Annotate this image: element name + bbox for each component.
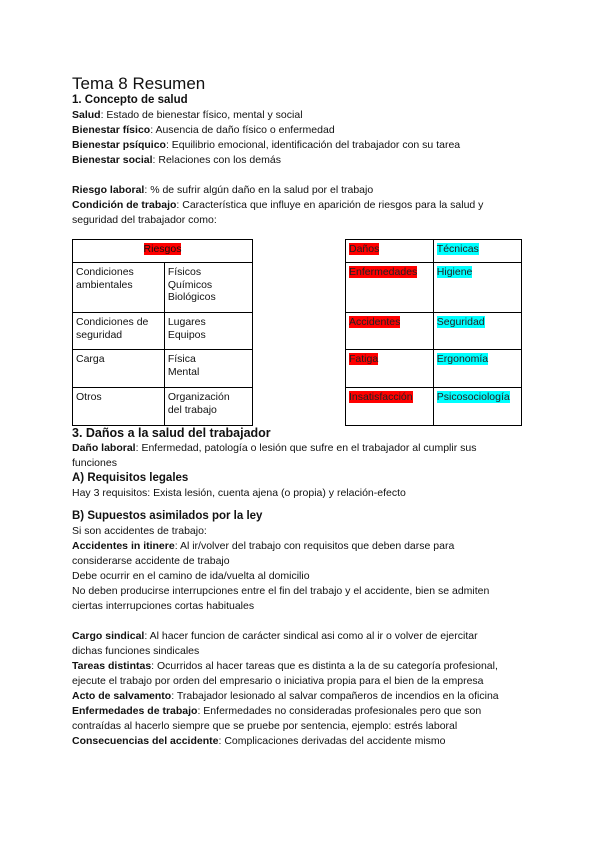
table-row: Carga Física Mental: [73, 350, 253, 388]
definition-bienestar-fisico: Bienestar físico: Ausencia de daño físico o enfermedad: [72, 124, 335, 136]
section-heading-danos: 3. Daños a la salud del trabajador: [72, 426, 271, 440]
table-row: Condiciones ambientales Físicos Químicos Biológicos: [73, 263, 253, 313]
definition-bienestar-psiquico: Bienestar psíquico: Equilibrio emocional, identificación del trabajador con su tarea: [72, 139, 461, 151]
table-row: Otros Organización del trabajo: [73, 388, 253, 426]
definition-itinere: Accidentes in itinere: Al ir/volver del trabajo con requisitos que deben darse para: [72, 540, 455, 552]
supuestos-intro: Si son accidentes de trabajo:: [72, 525, 207, 537]
table-row: Accidentes Seguridad: [346, 313, 522, 350]
definition-dano-laboral: Daño laboral: Enfermedad, patología o lesión que sufre en el trabajador al cumplir sus: [72, 442, 477, 454]
definition-itinere-cont: considerarse accidente de trabajo: [72, 555, 230, 567]
section-heading-concepto: 1. Concepto de salud: [72, 94, 188, 106]
itinere-line-4: No deben producirse interrupciones entre el fin del trabajo y el accidente, bien se admiten: [72, 585, 490, 597]
definition-acto-salvamento: Acto de salvamento: Trabajador lesionado al salvar compañeros de incendios en la oficina: [72, 690, 499, 702]
definition-dano-laboral-cont: funciones: [72, 457, 117, 469]
page-title: Tema 8 Resumen: [72, 74, 206, 93]
tecnicas-header: Técnicas: [433, 240, 521, 263]
document-content: [72, 74, 532, 749]
tables-area: [72, 239, 532, 425]
itinere-line-5: ciertas interrupciones cortas habituales: [72, 600, 255, 612]
requisitos-text: Hay 3 requisitos: Exista lesión, cuenta ajena (o propia) y relación-efecto: [72, 487, 406, 499]
table-row: Condiciones de seguridad Lugares Equipos: [73, 313, 253, 350]
danos-header: Daños: [346, 240, 434, 263]
riesgos-header: Riesgos: [73, 240, 253, 263]
definition-tareas-distintas-cont: ejecute el trabajo por orden del empresario o iniciativa propia para el bien de la empresa: [72, 675, 484, 687]
definition-salud: Salud: Estado de bienestar físico, mental y social: [72, 109, 303, 121]
table-row: Insatisfacción Psicosociología: [346, 388, 522, 426]
definition-condicion-trabajo-cont: seguridad del trabajador como:: [72, 214, 217, 226]
definition-bienestar-social: Bienestar social: Relaciones con los demás: [72, 154, 281, 166]
table-row: Fatiga Ergonomía: [346, 350, 522, 388]
itinere-line-3: Debe ocurrir en el camino de ida/vuelta al domicilio: [72, 570, 310, 582]
riesgos-table: [72, 239, 253, 426]
danos-tecnicas-table: [345, 239, 522, 426]
definition-tareas-distintas: Tareas distintas: Ocurridos al hacer tareas que es distinta a la de su categoría profesional,: [72, 660, 498, 672]
subheading-supuestos: B) Supuestos asimilados por la ley: [72, 510, 263, 522]
definition-cargo-sindical: Cargo sindical: Al hacer funcion de carácter sindical asi como al ir o volver de ejercitar: [72, 630, 478, 642]
definition-consecuencias: Consecuencias del accidente: Complicaciones derivadas del accidente mismo: [72, 735, 446, 747]
definition-condicion-trabajo: Condición de trabajo: Característica que influye en aparición de riesgos para la salud y: [72, 199, 484, 211]
table-row: Enfermedades Higiene: [346, 263, 522, 313]
definition-cargo-sindical-cont: dichas funciones sindicales: [72, 645, 200, 657]
subheading-requisitos: A) Requisitos legales: [72, 472, 189, 484]
definition-riesgo-laboral: Riesgo laboral: % de sufrir algún daño en la salud por el trabajo: [72, 184, 374, 196]
definition-enfermedades-trabajo: Enfermedades de trabajo: Enfermedades no consideradas profesionales pero que son: [72, 705, 482, 717]
definition-enfermedades-trabajo-cont: contraídas al hacerlo siempre que se pruebe por sentencia, ejemplo: estrés laboral: [72, 720, 458, 732]
